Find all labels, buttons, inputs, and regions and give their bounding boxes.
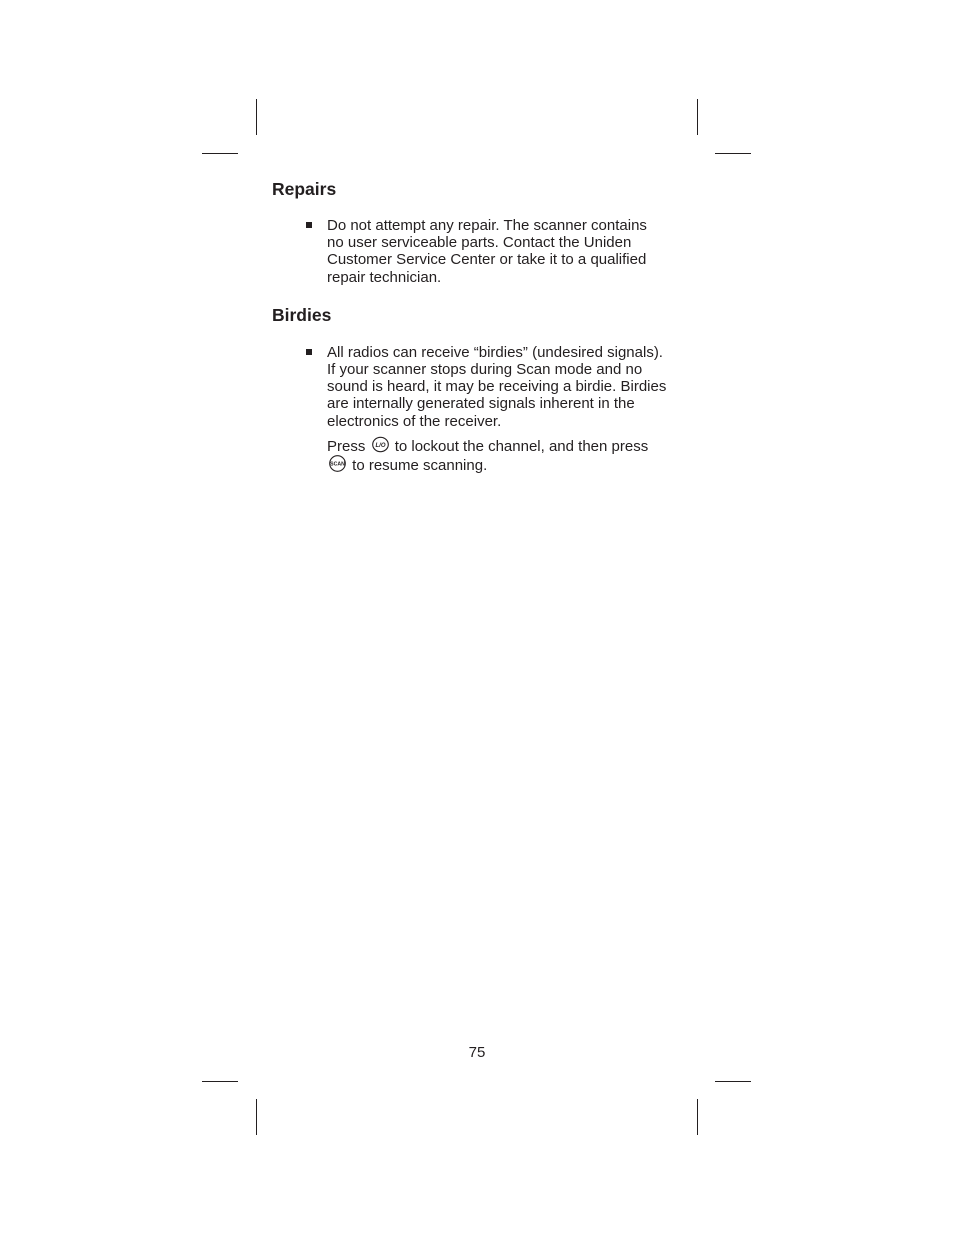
lockout-key-label: L/O: [375, 442, 386, 449]
repairs-text-line: Customer Service Center or take it to a qualified: [327, 251, 647, 269]
repairs-section: [272, 178, 692, 286]
repairs-text-line: repair technician.: [327, 268, 442, 286]
instruction-press-text: Press: [327, 437, 366, 455]
crop-mark-top-right-horizontal: [715, 153, 751, 154]
birdies-text-line: If your scanner stops during Scan mode and no: [327, 361, 643, 379]
crop-mark-bottom-right-horizontal: [715, 1081, 751, 1082]
page-content: [272, 178, 692, 475]
scan-key-icon: [329, 455, 346, 472]
birdies-text-line: electronics of the receiver.: [327, 412, 502, 430]
instruction-line-2: [327, 455, 692, 475]
lockout-key-icon: [372, 436, 389, 453]
repairs-text-line: no user serviceable parts. Contact the Uniden: [327, 234, 632, 252]
birdies-bullet-item: [272, 344, 692, 430]
birdies-text-line: sound is heard, it may be receiving a birdie. Birdies: [327, 378, 667, 396]
crop-mark-top-right-vertical: [697, 99, 698, 135]
instruction-line-1: [327, 436, 692, 456]
crop-mark-bottom-left-horizontal: [202, 1081, 238, 1082]
instruction-lockout-text: to lockout the channel, and then press: [394, 437, 649, 455]
repairs-bullet-item: [272, 217, 692, 286]
scan-key-label: SCAN: [330, 461, 345, 468]
birdies-text-line: All radios can receive “birdies” (undesired signals).: [327, 343, 663, 361]
birdies-section: [272, 304, 692, 475]
birdies-instruction: [272, 436, 692, 475]
crop-mark-top-left-horizontal: [202, 153, 238, 154]
birdies-heading: Birdies: [272, 304, 332, 325]
repairs-heading: Repairs: [272, 179, 337, 199]
instruction-resume-text: to resume scanning.: [352, 457, 488, 475]
repairs-text-line: Do not attempt any repair. The scanner contains: [327, 217, 647, 234]
crop-mark-bottom-left-vertical: [256, 1099, 257, 1135]
birdies-text-line: are internally generated signals inherent in the: [327, 395, 635, 413]
square-bullet-icon: [306, 222, 312, 228]
crop-mark-bottom-right-vertical: [697, 1099, 698, 1135]
crop-mark-top-left-vertical: [256, 99, 257, 135]
square-bullet-icon: [306, 349, 312, 355]
page-number: 75: [468, 1044, 486, 1061]
